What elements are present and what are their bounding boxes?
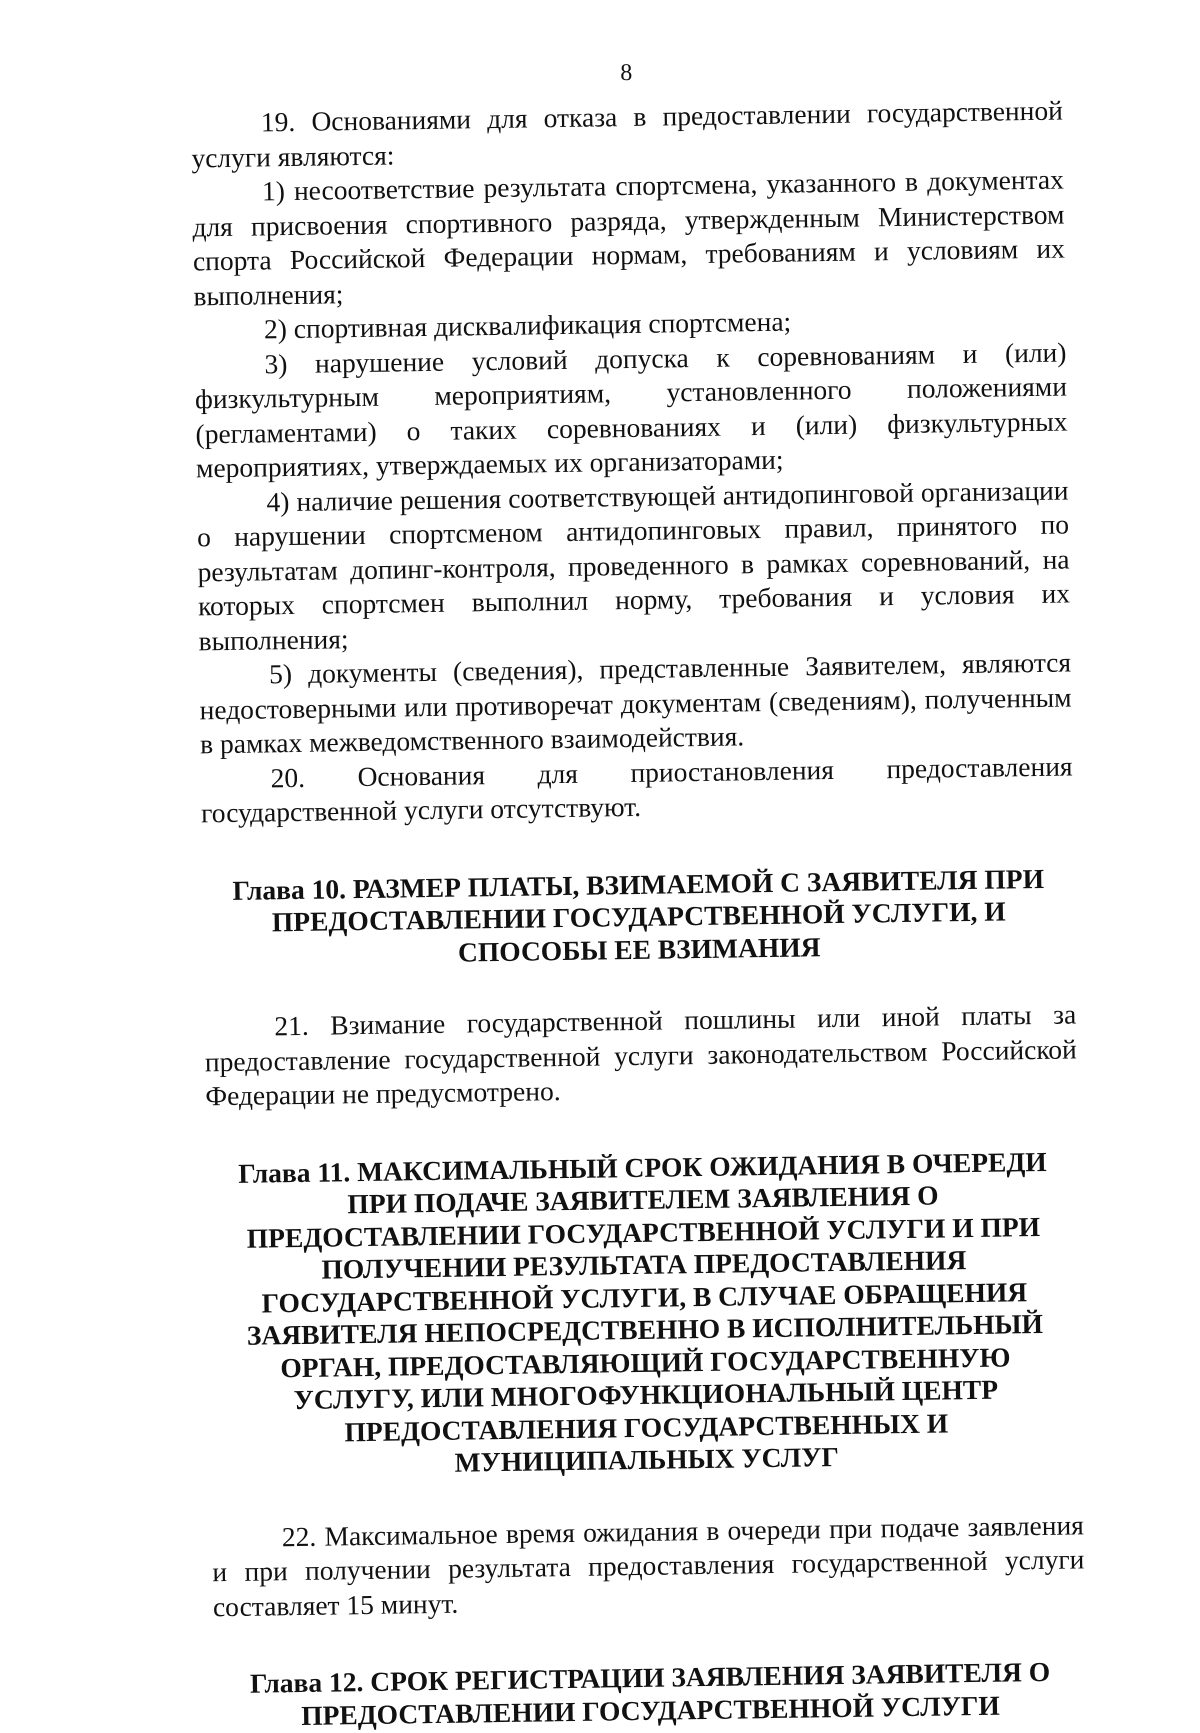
chapter-11-heading: Глава 11. МАКСИМАЛЬНЫЙ СРОК ОЖИДАНИЯ В ОЧЕРЕДИ ПРИ ПОДАЧЕ ЗАЯВИТЕЛЕМ ЗАЯВЛЕНИЯ О ПРЕДОСТАВЛЕНИИ ГОСУДАРСТВЕННОЙ УСЛУГИ И ПРИ ПОЛУЧЕНИИ РЕЗУЛЬТАТА ПРЕДОСТАВЛЕНИЯ ГОСУДАРСТВЕННОЙ УСЛУГИ, В СЛУЧАЕ ОБРАЩЕНИЯ ЗАЯВИТЕЛЯ НЕПОСРЕДСТВЕННО В ИСПОЛНИТЕЛЬНЫЙ ОРГАН, ПРЕДОСТАВЛЯЮЩИЙ ГОСУДАРСТВЕННУЮ УСЛУГУ, ИЛИ МНОГОФУНКЦИОНАЛЬНЫЙ ЦЕНТР ПРЕДОСТАВЛЕНИЯ ГОСУДАРСТВЕННЫХ И МУНИЦИПАЛЬНЫХ УСЛУГ	[238, 1145, 1047, 1478]
paragraph-22: 22. Максимальное время ожидания в очереди при подаче заявления и при получении результата предоставления государственной услуги составляет 15 минут.	[212, 1508, 1085, 1622]
chapter-10-heading: Глава 10. РАЗМЕР ПЛАТЫ, ВЗИМАЕМОЙ С ЗАЯВИТЕЛЯ ПРИ ПРЕДОСТАВЛЕНИИ ГОСУДАРСТВЕННОЙ УСЛУГИ, И СПОСОБЫ ЕЕ ВЗИМАНИЯ	[232, 862, 1045, 968]
ground-item-4: 4) наличие решения соответствующей антидопинговой организации о нарушении спортсменом антидопинговых правил, принятого по результатам допинг-контроля, проведенного в рамках соревнований, на которых спортсмен выполнил норму, требования и условия их выполнения;	[196, 473, 1071, 656]
page-content	[190, 52, 1087, 1733]
paragraph-21: 21. Взимание государственной пошлины или иной платы за предоставление государственной услуги законодательством Российской Федерации не предусмотрено.	[204, 998, 1077, 1112]
ground-item-5: 5) документы (сведения), представленные Заявителем, являются недостоверными или противоречат документам (сведениям), полученным в рамках межведомственного взаимодействия.	[199, 646, 1072, 760]
ground-item-3: 3) нарушение условий допуска к соревнованиям и (или) физкультурным мероприятиям, установленного положениями (регламентами) о таких соревнованиях и (или) физкультурных мероприятиях, утверждаемых их организаторами;	[194, 336, 1068, 484]
page-number: 8	[620, 59, 633, 87]
ground-item-2: 2) спортивная дисквалификация спортсмена;	[263, 305, 792, 345]
paragraph-19: 19. Основаниями для отказа в предоставлении государственной услуги являются:	[191, 94, 1064, 173]
ground-item-1: 1) несоответствие результата спортсмена, указанного в документах для присвоения спортивного разряда, утвержденным Министерством спорта Российской Федерации нормам, требованиям и условиям их выполнения;	[192, 163, 1066, 311]
paragraph-20: 20. Основания для приостановления предоставления государственной услуги отсутствуют.	[200, 749, 1073, 829]
chapter-12-heading: Глава 12. СРОК РЕГИСТРАЦИИ ЗАЯВЛЕНИЯ ЗАЯВИТЕЛЯ О ПРЕДОСТАВЛЕНИИ ГОСУДАРСТВЕННОЙ УСЛУГИ	[249, 1655, 1051, 1731]
